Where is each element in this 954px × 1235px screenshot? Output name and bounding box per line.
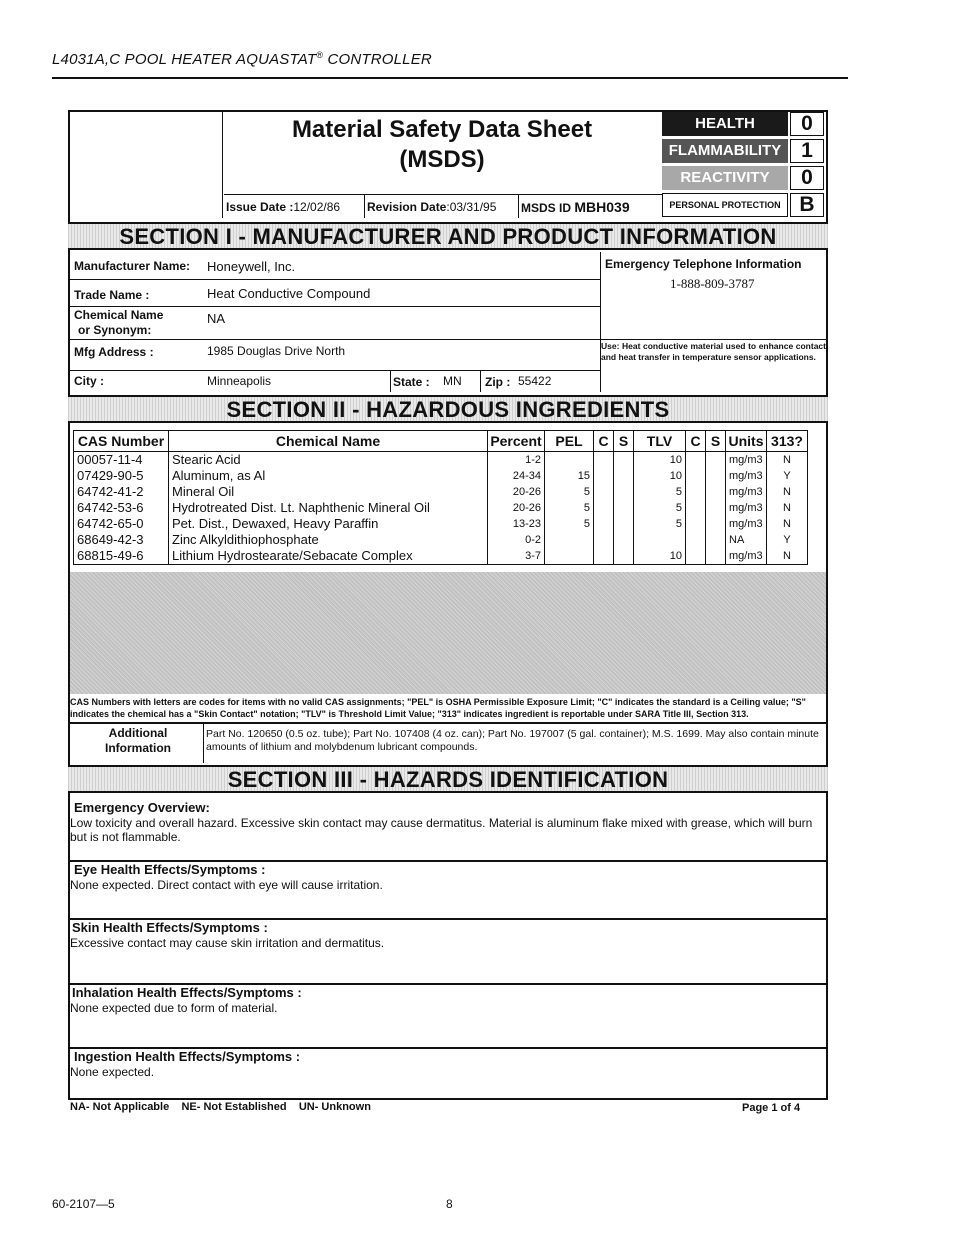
cell-tlv: 10 [634,548,686,565]
col-tlv: TLV [634,431,686,452]
cell-percent: 24-34 [488,468,545,484]
cell-c2 [686,452,706,469]
col-c: C [594,431,614,452]
cell-s1 [614,516,634,532]
cell-pel: 5 [545,500,594,516]
cell-percent: 0-2 [488,532,545,548]
divider [70,306,600,307]
manufacturer-value: Honeywell, Inc. [207,259,296,274]
hazard-block-text: Excessive contact may cause skin irritation and dermatitus. [70,936,385,950]
cell-name: Hydrotreated Dist. Lt. Naphthenic Mineral Oil [169,500,488,516]
section-3-heading: SECTION III - HAZARDS IDENTIFICATION [68,765,828,793]
col-c: C [686,431,706,452]
cell-units: mg/m3 [726,468,767,484]
hazard-block-text: Low toxicity and overall hazard. Excessive skin contact may cause dermatitus. Material is aluminum flake mixed with grease, which will burn but is not flammable. [70,816,813,844]
trade-name-value: Heat Conductive Compound [207,286,371,301]
cell-name: Lithium Hydrostearate/Sebacate Complex [169,548,488,565]
cell-s313: N [767,548,808,565]
abbreviation-legend: NA- Not Applicable NE- Not Established UN- Unknown [70,1101,371,1113]
col-313: 313? [767,431,808,452]
cell-c1 [594,516,614,532]
cell-c2 [686,532,706,548]
cell-c2 [686,548,706,565]
cell-c2 [686,484,706,500]
col-percent: Percent [488,431,545,452]
section-2-heading: SECTION II - HAZARDOUS INGREDIENTS [68,395,828,423]
cell-percent: 20-26 [488,500,545,516]
cell-pel: 15 [545,468,594,484]
cell-s1 [614,452,634,469]
synonym-label: or Synonym: [78,323,152,337]
document-number: 60-2107—5 [52,1197,115,1211]
cell-s313: N [767,500,808,516]
cell-c2 [686,516,706,532]
cell-s1 [614,532,634,548]
cell-units: mg/m3 [726,516,767,532]
table-row [74,516,808,532]
mfg-address-label: Mfg Address : [74,345,154,359]
divider [70,370,600,371]
cell-cas: 68649-42-3 [74,532,169,548]
cell-s1 [614,500,634,516]
col-cas-number: CAS Number [74,431,169,452]
col-s: S [706,431,726,452]
msds-page-indicator: Page 1 of 4 [742,1102,801,1114]
cell-s313: N [767,516,808,532]
hazard-block-label: Skin Health Effects/Symptoms : [72,920,268,935]
page-number: 8 [446,1197,453,1211]
cell-pel: 5 [545,516,594,532]
table-header-row [74,431,808,452]
cell-c1 [594,532,614,548]
cell-s313: Y [767,468,808,484]
cell-percent: 1-2 [488,452,545,469]
cell-percent: 13-23 [488,516,545,532]
cell-s1 [614,468,634,484]
cell-c2 [686,468,706,484]
logo-area [70,112,223,218]
cell-percent: 20-26 [488,484,545,500]
cell-units: mg/m3 [726,548,767,565]
cell-c1 [594,452,614,469]
use-description: Use: Heat conductive material used to enhance contact and heat transfer in temperature sensor applications. [601,341,826,362]
divider [390,370,391,392]
chemical-name-value: NA [207,311,226,326]
hazard-block-label: Ingestion Health Effects/Symptoms : [74,1049,301,1064]
emergency-phone: 1-888-809-3787 [670,276,755,291]
cell-cas: 68815-49-6 [74,548,169,565]
msds-title: Material Safety Data Sheet (MSDS) [291,116,593,173]
cell-name: Mineral Oil [169,484,488,500]
table-row [74,484,808,500]
cell-s2 [706,500,726,516]
divider [203,723,204,763]
cell-cas: 00057-11-4 [74,452,169,469]
hazard-flammability: FLAMMABILITY 1 [662,139,826,165]
blank-shaded-area [70,572,826,694]
city-label: City : [74,374,104,388]
cell-s2 [706,452,726,469]
issue-date: Issue Date :12/02/86 [224,195,365,218]
cell-s1 [614,548,634,565]
cell-c1 [594,500,614,516]
col-s: S [614,431,634,452]
cell-tlv: 5 [634,500,686,516]
cell-cas: 64742-53-6 [74,500,169,516]
cell-cas: 64742-65-0 [74,516,169,532]
col-pel: PEL [545,431,594,452]
cell-s2 [706,468,726,484]
hazard-block-label: Eye Health Effects/Symptoms : [74,862,266,877]
ingredients-table [73,430,808,565]
cell-s2 [706,532,726,548]
hazard-block-text: None expected due to form of material. [70,1001,278,1015]
cell-percent: 3-7 [488,548,545,565]
cell-name: Stearic Acid [169,452,488,469]
hazard-block-text: None expected. [70,1065,155,1079]
table-row [74,532,808,548]
cell-tlv [634,532,686,548]
hazard-block-text: None expected. Direct contact with eye will cause irritation. [70,878,383,892]
cell-s313: N [767,452,808,469]
table-row [74,468,808,484]
col-units: Units [726,431,767,452]
trade-name-label: Trade Name : [74,288,150,302]
cell-units: mg/m3 [726,500,767,516]
divider [480,370,481,392]
cell-c1 [594,548,614,565]
city-value: Minneapolis [207,374,272,388]
state-label: State : [393,375,430,389]
cell-cas: 64742-41-2 [74,484,169,500]
cell-name: Zinc Alkyldithiophosphate [169,532,488,548]
cell-s313: Y [767,532,808,548]
cell-pel [545,452,594,469]
cell-pel [545,532,594,548]
hazard-block-label: Emergency Overview: [74,800,210,815]
cell-s1 [614,484,634,500]
state-value: MN [443,374,462,388]
cell-s2 [706,516,726,532]
zip-label: Zip : [485,375,511,389]
cell-c2 [686,500,706,516]
cell-units: mg/m3 [726,484,767,500]
cell-cas: 07429-90-5 [74,468,169,484]
divider [70,279,600,280]
cell-units: NA [726,532,767,548]
chemical-name-label: Chemical Name [74,308,164,322]
hazard-health: HEALTH 0 [662,112,826,138]
msds-id: MSDS ID MBH039 [521,199,630,215]
cell-c1 [594,484,614,500]
hazard-block-label: Inhalation Health Effects/Symptoms : [72,985,302,1000]
cell-s313: N [767,484,808,500]
hazard-ratings [662,112,826,218]
divider [600,252,601,392]
manufacturer-label: Manufacturer Name: [74,259,191,273]
hazard-reactivity: REACTIVITY 0 [662,166,826,192]
col-chemical-name: Chemical Name [169,431,488,452]
cell-s2 [706,548,726,565]
issue-row [224,194,662,218]
hazard-personal-protection: PERSONAL PROTECTION B [662,193,826,219]
abbreviation-footnote: CAS Numbers with letters are codes for items with no valid CAS assignments; "PEL" is OSHA Permissible Exposure Limit; "C" indicates the standard is a Ceiling value; "S" indicates the chemical has a "Skin Contact" notation; "TLV" is Threshold Limit Value; "313" indicates ingredient is reportable under SARA Title III, Section 313. [70,697,806,719]
cell-tlv: 10 [634,452,686,469]
table-row [74,500,808,516]
revision-date: Revision Date:03/31/95 [365,195,519,218]
cell-name: Pet. Dist., Dewaxed, Heavy Paraffin [169,516,488,532]
cell-tlv: 5 [634,516,686,532]
cell-tlv: 5 [634,484,686,500]
cell-s2 [706,484,726,500]
table-row [74,548,808,565]
cell-tlv: 10 [634,468,686,484]
table-row [74,452,808,469]
cell-name: Aluminum, as Al [169,468,488,484]
header-rule [52,77,848,79]
zip-value: 55422 [518,374,552,388]
mfg-address-value: 1985 Douglas Drive North [207,344,346,358]
emergency-label: Emergency Telephone Information [605,257,802,271]
divider [70,339,826,340]
divider [68,722,828,724]
section-1-heading: SECTION I - MANUFACTURER AND PRODUCT INFORMATION [68,222,828,250]
cell-pel [545,548,594,565]
document-title: L4031A,C POOL HEATER AQUASTAT® CONTROLLER [52,50,432,68]
cell-pel: 5 [545,484,594,500]
cell-units: mg/m3 [726,452,767,469]
additional-info-text: Part No. 120650 (0.5 oz. tube); Part No. 107408 (4 oz. can); Part No. 197007 (5 gal. container); M.S. 1699. May also contain minute amounts of lithium and molybdenum lubricant compounds. [206,728,819,753]
cell-c1 [594,468,614,484]
additional-info-label: Additional Information [105,726,171,755]
